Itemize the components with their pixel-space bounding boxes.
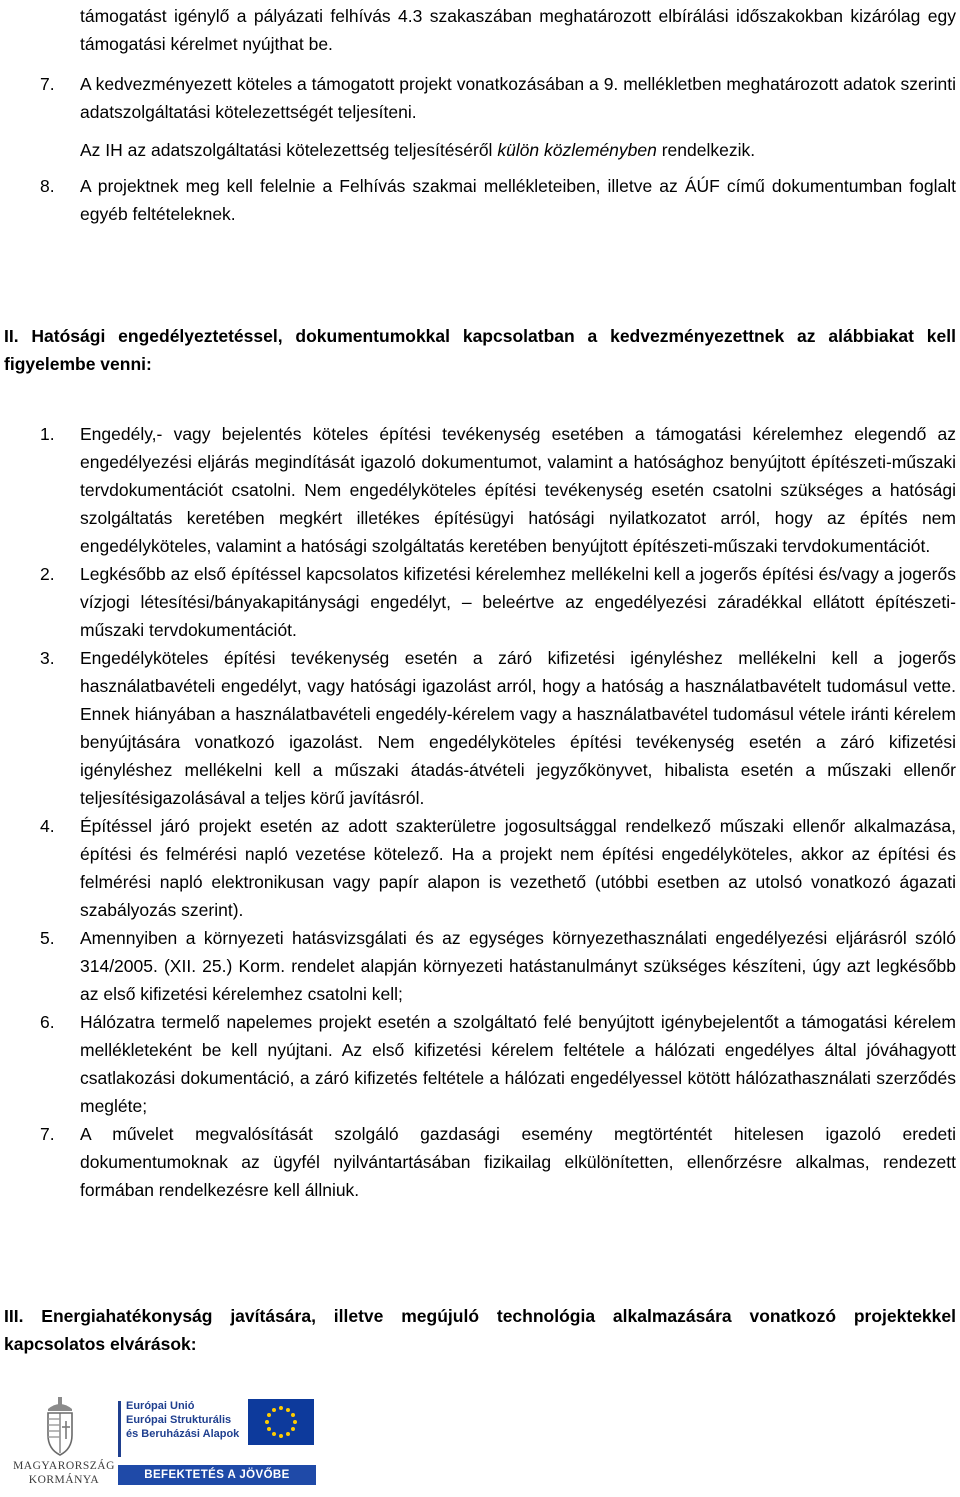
ih-note-text-after: rendelkezik. — [656, 140, 756, 160]
ih-note — [80, 136, 956, 164]
eu-flag-icon — [248, 1399, 314, 1445]
list-item-text: A művelet megvalósítását szolgáló gazdasági esemény megtörténtét hitelesen igazoló eredeti dokumentumoknak az ügyfél nyilvántartásában fizikailag elkülönítetten, ellenőrzésre alkalmas, rendezett formában rendelkezésre kell állniuk. — [80, 1124, 956, 1200]
paragraph-text: támogatást igénylő a pályázati felhívás 4.3 szakaszában meghatározott elbírálási időszakokban kizárólag egy támogatási kérelmet nyújthat be. — [80, 6, 956, 54]
list-number: 1. — [40, 424, 55, 444]
list-item — [40, 420, 956, 560]
list-number: 2. — [40, 564, 55, 584]
paragraph-continuation — [80, 2, 956, 58]
eu-slogan-banner: BEFEKTETÉS A JÖVŐBE — [118, 1465, 316, 1485]
list-item — [40, 1120, 956, 1204]
eu-funds-logo — [118, 1399, 318, 1483]
eu-line1: Európai Unió — [126, 1400, 195, 1412]
hungary-name-line1: MAGYARORSZÁG — [13, 1460, 115, 1472]
list-item-text: A kedvezményezett köteles a támogatott projekt vonatkozásában a 9. mellékletben meghatározott adatok szerinti adatszolgáltatási kötelezettségét teljesíteni. — [80, 74, 956, 122]
list-number: 7. — [40, 74, 55, 94]
footer-logos — [0, 1385, 960, 1497]
ih-note-italic: külön közleményben — [497, 140, 657, 160]
section-heading-iii: III. Energiahatékonyság javítására, illetve megújuló technológia alkalmazására vonatkozó projektekkel kapcsolatos elvárások: — [4, 1306, 956, 1354]
list-number: 6. — [40, 1012, 55, 1032]
list-item — [40, 924, 956, 1008]
list-item-text: Engedélyköteles építési tevékenység esetén a záró kifizetési igényléshez mellékelni kell a jogerős használatbavételi engedélyt, vagy hatósági igazolást arról, hogy a hatóság a használatbavételt tudomásul vette. Ennek hiányában a használatbavételi engedély-kérelem vagy a használatbavétel tudomásul vétele iránti kérelem benyújtására vonatkozó igazolást. Nem engedélyköteles építési tevékenység esetén a záró kifizetési igényléshez mellékelni kell a műszaki átadás-átvételi jegyzőkönyvet, hibalista esetén a műszaki ellenőr teljesítésigazolásával a teljes körű javításról. — [80, 648, 956, 808]
ih-note-text-before: Az IH az adatszolgáltatási kötelezettség teljesítéséről — [80, 140, 498, 160]
list-number: 8. — [40, 176, 55, 196]
list-item-text: Hálózatra termelő napelemes projekt esetén a szolgáltató felé benyújtott igénybejelentőt a támogatási kérelem mellékleteként be kell nyújtani. Az első kifizetési kérelem feltétele a hálózati engedélyes által jóváhagyott csatlakozási dokumentáció, a záró kifizetés feltétele a hálózati engedélyessel kötött hálózathasználati szerződés megléte; — [80, 1012, 956, 1116]
eu-divider — [118, 1401, 121, 1457]
list-item-text: Amennyiben a környezeti hatásvizsgálati és az egységes környezethasználati engedélyezési eljárásról szóló 314/2005. (XII. 25.) Korm. rendelet alapján környezeti hatástanulmányt szükséges készíteni, úgy azt legkésőbb az első kifizetési kérelemhez csatolni kell; — [80, 928, 956, 1004]
hungary-government-logo — [8, 1389, 115, 1493]
eu-funds-text — [126, 1399, 246, 1441]
list-item-8 — [40, 172, 956, 228]
list-item — [40, 1008, 956, 1120]
hungary-government-name — [8, 1459, 120, 1487]
section-ii-list — [40, 420, 956, 1204]
list-item — [40, 644, 956, 812]
list-item-text: A projektnek meg kell felelnie a Felhívás szakmai mellékleteiben, illetve az ÁÚF című dokumentumban foglalt egyéb feltételeknek. — [80, 176, 956, 224]
list-number: 4. — [40, 816, 55, 836]
hungary-crest-icon — [42, 1395, 78, 1457]
list-item-7 — [40, 70, 956, 126]
eu-line2: Európai Strukturális — [126, 1414, 232, 1426]
list-number: 5. — [40, 928, 55, 948]
list-item — [40, 560, 956, 644]
list-item-text: Építéssel járó projekt esetén az adott szakterületre jogosultsággal rendelkező műszaki ellenőr alkalmazása, építési és felmérési napló vezetése kötelező. Ha a projekt nem építési engedélyköteles, akkor az építési és felmérési napló elektronikusan vagy papír alapon is vezethető (utóbbi esetben az utolsó vonatkozó ágazati szabályozás szerint). — [80, 816, 956, 920]
list-number: 7. — [40, 1124, 55, 1144]
hungary-name-line2: KORMÁNYA — [28, 1474, 100, 1486]
list-item — [40, 812, 956, 924]
eu-line3: és Beruházási Alapok — [126, 1428, 240, 1440]
list-number: 3. — [40, 648, 55, 668]
section-heading-ii: II. Hatósági engedélyeztetéssel, dokumentumokkal kapcsolatban a kedvezményezettnek az alábbiakat kell figyelembe venni: — [4, 326, 956, 374]
list-item-text: Legkésőbb az első építéssel kapcsolatos kifizetési kérelemhez mellékelni kell a jogerős építési és/vagy a jogerős vízjogi létesítési/bányakapitánysági engedélyt, – beleértve az engedélyezési záradékkal ellátott építészeti-műszaki tervdokumentációt. — [80, 564, 956, 640]
list-item-text: Engedély,- vagy bejelentés köteles építési tevékenység esetében a támogatási kérelemhez elegendő az engedélyezési eljárás megindítását igazoló dokumentumot, valamint a hatósághoz benyújtott építészeti-műszaki tervdokumentációt csatolni. Nem engedélyköteles építési tevékenység esetén csatolni szükséges a hatósági szolgáltatás keretében megkért illetékes építésügyi hatósági nyilatkozatot arról, hogy az építés nem engedélyköteles, valamint a hatósági szolgáltatás keretében benyújtott építészeti-műszaki tervdokumentációt. — [80, 424, 956, 556]
